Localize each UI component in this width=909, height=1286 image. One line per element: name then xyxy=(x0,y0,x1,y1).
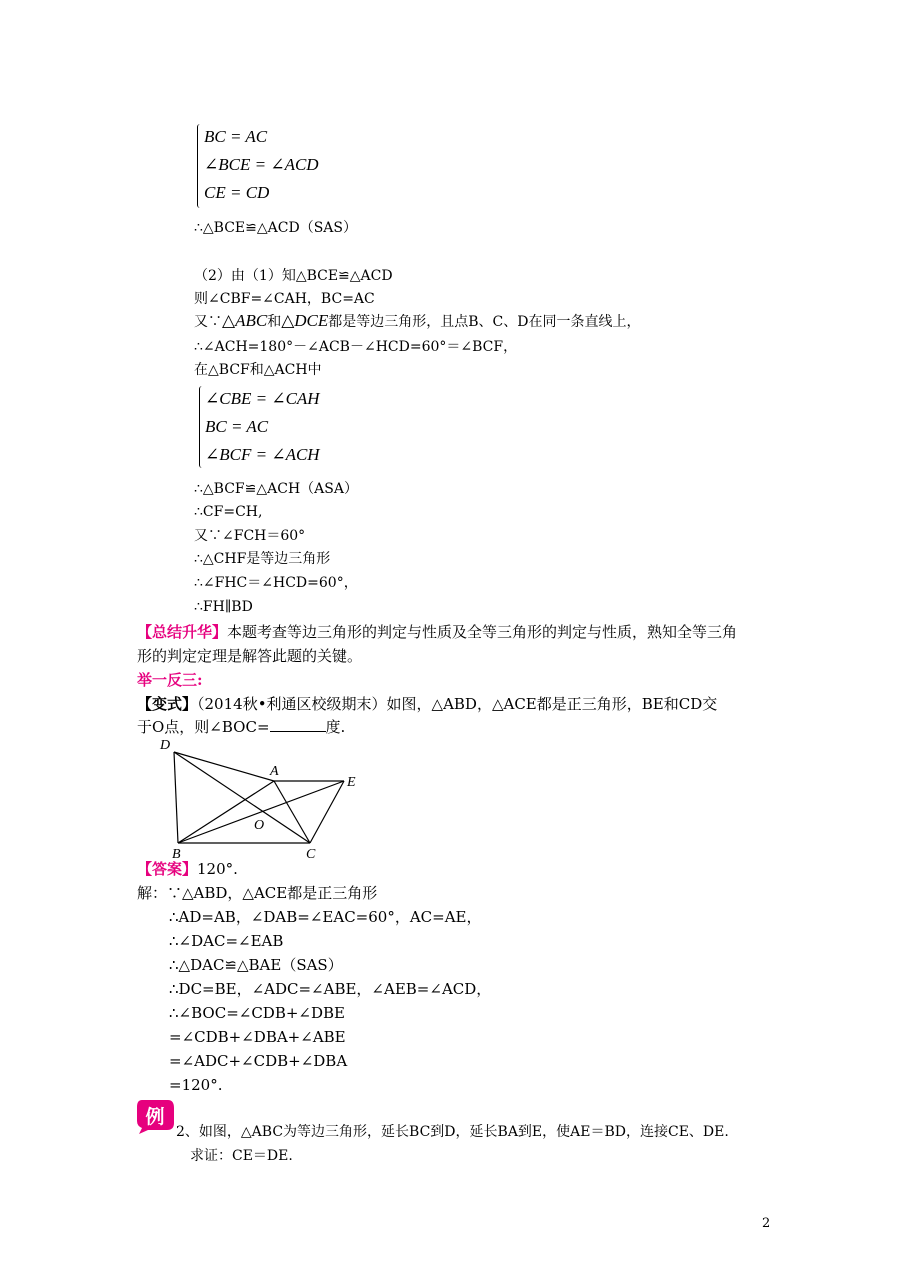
example-line: 2、如图，△ABC为等边三角形，延长BC到D，延长BA到E，使AE＝BD，连接CE、DE. xyxy=(176,1124,729,1140)
solution-line: =∠CDB+∠DBA+∠ABE xyxy=(169,1028,346,1046)
label-c: C xyxy=(306,847,316,860)
solution-line: ∴DC=BE，∠ADC=∠ABE，∠AEB=∠ACD， xyxy=(169,980,492,998)
proof-line: ∴CF=CH, xyxy=(194,504,263,520)
label-d: D xyxy=(160,738,171,753)
segment-db xyxy=(174,752,178,843)
segment-ac xyxy=(274,781,310,843)
equation: ∠BCF = ∠ACH xyxy=(205,445,320,464)
proof-line: ∴∠ACH=180°－∠ACB－∠HCD=60°＝∠BCF， xyxy=(194,339,518,355)
proof-text: 和 xyxy=(267,314,282,330)
solution-line: ∴∠BOC=∠CDB+∠DBE xyxy=(169,1004,345,1022)
label-b: B xyxy=(172,847,181,860)
solution-line: =∠ADC+∠CDB+∠DBA xyxy=(169,1052,348,1070)
proof-line: 在△BCF和△ACH中 xyxy=(194,362,322,378)
badge-text: 例 xyxy=(145,1106,165,1128)
triangle-dce: △DCE xyxy=(281,311,329,330)
example-line: 求证：CE＝DE. xyxy=(190,1148,293,1164)
answer-tag: 【答案】 xyxy=(137,860,198,878)
practice-heading: 举一反三: xyxy=(137,671,203,689)
summary-tag: 【总结升华】 xyxy=(137,623,228,641)
proof-line: ∴△CHF是等边三角形 xyxy=(194,551,331,567)
summary-paragraph xyxy=(137,622,737,642)
label-o: O xyxy=(254,818,265,833)
proof-line: ∴△BCE≌△ACD（SAS） xyxy=(194,220,357,236)
solution-line: ∴∠DAC=∠EAB xyxy=(169,932,284,950)
equation: CE = CD xyxy=(204,183,270,202)
proof-line: ∴FH∥BD xyxy=(194,599,253,615)
triangle-abc: △ABC xyxy=(222,311,268,330)
variant-text: 度. xyxy=(325,718,346,736)
variant-text: （2014秋•利通区校级期末）如图，△ABD，△ACE都是正三角形，BE和CD交 xyxy=(197,695,718,713)
equation: BC = AC xyxy=(204,127,268,146)
label-a: A xyxy=(270,764,279,779)
summary-text: 本题考查等边三角形的判定与性质及全等三角形的判定与性质，熟知全等三角 xyxy=(227,623,738,641)
solution-line: =120°. xyxy=(169,1076,223,1094)
page-number: 2 xyxy=(762,1216,771,1231)
answer-blank xyxy=(270,717,326,732)
proof-text: 又∵ xyxy=(194,314,222,330)
proof-line: （2）由（1）知△BCE≌△ACD xyxy=(194,268,393,284)
proof-line xyxy=(194,311,641,332)
answer-line xyxy=(137,859,238,879)
proof-text: 都是等边三角形，且点B、C、D在同一条直线上， xyxy=(328,314,641,330)
equation: BC = AC xyxy=(205,417,269,436)
segment-be xyxy=(178,781,344,843)
proof-line: 又∵∠FCH＝60° xyxy=(194,528,306,544)
system-brace xyxy=(197,124,203,208)
equation: ∠CBE = ∠CAH xyxy=(205,389,320,408)
solution-line: ∴AD=AB，∠DAB=∠EAC=60°，AC=AE， xyxy=(169,908,482,926)
segment-dc xyxy=(174,752,310,843)
solution-line: 解：∵△ABD，△ACE都是正三角形 xyxy=(137,884,378,902)
geometry-diagram xyxy=(152,732,372,860)
proof-line: 则∠CBF=∠CAH，BC=AC xyxy=(194,291,375,307)
proof-line: ∴△BCF≌△ACH（ASA） xyxy=(194,481,358,497)
answer-value: 120°. xyxy=(197,860,238,878)
segment-da xyxy=(174,752,274,781)
example-badge xyxy=(134,1097,176,1135)
variant-paragraph xyxy=(137,694,717,714)
variant-text: 于O点，则∠BOC= xyxy=(137,718,270,736)
equation: ∠BCE = ∠ACD xyxy=(204,155,319,174)
variant-tag: 【变式】 xyxy=(137,695,198,713)
solution-line: ∴△DAC≌△BAE（SAS） xyxy=(169,956,343,974)
segment-ce xyxy=(310,781,344,843)
label-e: E xyxy=(347,775,356,790)
proof-line: ∴∠FHC＝∠HCD=60°， xyxy=(194,575,358,591)
summary-text: 形的判定定理是解答此题的关键。 xyxy=(137,647,363,665)
